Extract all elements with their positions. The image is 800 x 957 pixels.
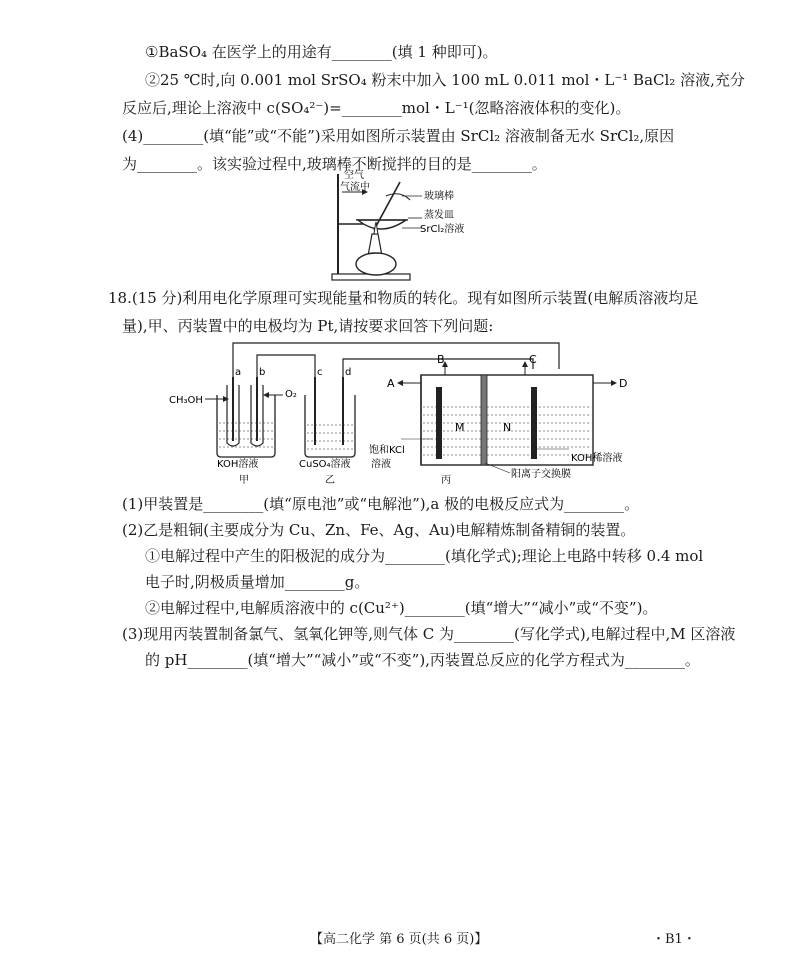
- fig-bing-label: 丙: [441, 475, 451, 485]
- q17-item1: ①BaSO₄ 在医学上的用途有________(填 1 种即可)。: [145, 43, 498, 61]
- q18-part1: (1)甲装置是________(填“原电池”或“电解池”),a 极的电极反应式为________。: [122, 495, 640, 513]
- page-footer: 【高二化学 第 6 页(共 6 页)】: [310, 932, 488, 947]
- fig-D-label: D: [619, 377, 628, 390]
- fig-koh-label: KOH溶液: [217, 459, 259, 470]
- fig-dish-label: 蒸发皿: [424, 210, 454, 221]
- fig-c-label: c: [317, 367, 323, 378]
- evaporation-apparatus-figure: [330, 168, 490, 288]
- fig-solution-label: SrCl₂溶液: [420, 224, 465, 235]
- fig-B-label: B: [437, 353, 445, 366]
- q18-part2-item1-line2: 电子时,阴极质量增加________g。: [145, 573, 370, 591]
- q18-part3-line1: (3)现用丙装置制备氯气、氢氧化钾等,则气体 C 为________(写化学式),电解过程中,M 区溶液: [122, 625, 736, 643]
- fig-kcl-label-2: 溶液: [371, 459, 391, 470]
- fig-ch3oh-label: CH₃OH: [169, 395, 203, 406]
- q18-part2-item2: ②电解过程中,电解质溶液中的 c(Cu²⁺)________(填“增大”“减小”或“不变”)。: [145, 599, 658, 617]
- fig-N-label: N: [503, 421, 512, 434]
- fig-kohdil-label: KOH稀溶液: [571, 453, 623, 464]
- fig-cuso4-label: CuSO₄溶液: [299, 459, 351, 470]
- electrochem-apparatus-figure: [165, 335, 645, 485]
- fig-A-label: A: [387, 377, 395, 390]
- fig-rod-label: 玻璃棒: [424, 191, 454, 202]
- fig-d-label: d: [345, 367, 352, 378]
- fig-airstream-label: 气流中: [340, 182, 370, 193]
- fig-kcl-label-1: 饱和KCl: [369, 445, 405, 456]
- q17-part4-line2: 为________。该实验过程中,玻璃棒不断搅拌的目的是________。: [122, 155, 547, 173]
- fig-air-label: 空气: [344, 170, 364, 181]
- q18-part2-item1-line1: ①电解过程中产生的阳极泥的成分为________(填化学式);理论上电路中转移 0.4 mol: [145, 547, 704, 565]
- fig-b-label: b: [259, 367, 266, 378]
- fig-yi-label: 乙: [325, 475, 335, 485]
- fig-o2-label: O₂: [285, 389, 297, 400]
- q18-intro-line2: 量),甲、丙装置中的电极均为 Pt,请按要求回答下列问题:: [122, 317, 494, 335]
- fig-jia-label: 甲: [239, 475, 249, 485]
- q17-item2-line1: ②25 ℃时,向 0.001 mol SrSO₄ 粉末中加入 100 mL 0.011 mol・L⁻¹ BaCl₂ 溶液,充分: [145, 71, 745, 89]
- fig-membrane-label: 阳离子交换膜: [511, 469, 571, 480]
- q18-part3-line2: 的 pH________(填“增大”“减小”或“不变”),丙装置总反应的化学方程式为________。: [145, 651, 700, 669]
- q18-part2: (2)乙是粗铜(主要成分为 Cu、Zn、Fe、Ag、Au)电解精炼制备精铜的装置。: [122, 521, 636, 539]
- fig-M-label: M: [455, 421, 465, 434]
- q17-part4-line1: (4)________(填“能”或“不能”)采用如图所示装置由 SrCl₂ 溶液制备无水 SrCl₂,原因: [122, 127, 675, 145]
- q17-item2-line2: 反应后,理论上溶液中 c(SO₄²⁻)=________mol・L⁻¹(忽略溶液体积的变化)。: [122, 99, 631, 117]
- q18-intro-line1: 18.(15 分)利用电化学原理可实现能量和物质的转化。现有如图所示装置(电解质溶液均足: [108, 289, 699, 307]
- fig-C-label: C: [529, 353, 537, 366]
- fig-a-label: a: [235, 367, 242, 378]
- page-code: ・B1・: [652, 932, 696, 947]
